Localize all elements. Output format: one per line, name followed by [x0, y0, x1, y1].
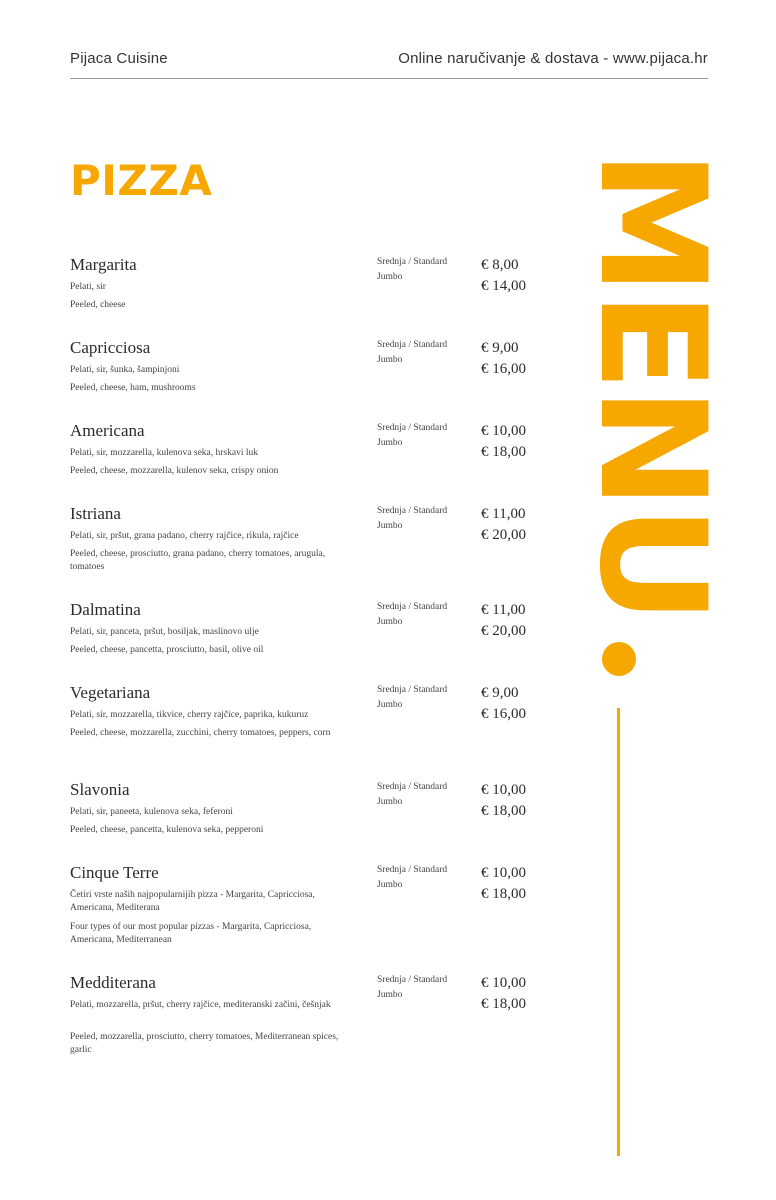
size-standard-label: Srednja / Standard [377, 423, 448, 433]
price-standard: € 9,00 [481, 685, 519, 701]
price-jumbo: € 18,00 [481, 996, 526, 1012]
size-standard-label: Srednja / Standard [377, 685, 448, 695]
item-name: Dalmatina [70, 600, 141, 619]
item-prices [481, 600, 526, 642]
item-name: Vegetariana [70, 683, 151, 702]
size-standard-label: Srednja / Standard [377, 257, 448, 267]
item-prices [481, 504, 526, 546]
item-description-hr: Pelati, sir, mozzarella, kulenova seka, hrskavi luk [70, 448, 258, 458]
item-description-en: Peeled, cheese, mozzarella, zucchini, cherry tomatoes, peppers, corn [70, 728, 331, 738]
item-description-hr: Pelati, sir, mozzarella, tikvice, cherry rajčice, paprika, kukuruz [70, 710, 309, 720]
item-prices [481, 338, 526, 380]
menu-vertical-title [567, 150, 737, 620]
price-jumbo: € 18,00 [481, 886, 526, 902]
item-name: Slavonia [70, 780, 130, 799]
item-description-en: Peeled, cheese, pancetta, kulenova seka, pepperoni [70, 825, 264, 835]
size-jumbo-label: Jumbo [377, 880, 403, 890]
size-jumbo-label: Jumbo [377, 990, 403, 1000]
header-tagline: Online naručivanje & dostava - www.pijaca.hr [398, 50, 708, 67]
item-description-hr: Četiri vrste naših najpopularnijih pizza - Margarita, Capricciosa, Americana, Mediterana [70, 890, 315, 913]
size-jumbo-label: Jumbo [377, 617, 403, 627]
item-sizes [377, 973, 447, 1003]
size-jumbo-label: Jumbo [377, 272, 403, 282]
size-standard-label: Srednja / Standard [377, 340, 448, 350]
item-name: Istriana [70, 504, 121, 523]
size-jumbo-label: Jumbo [377, 700, 403, 710]
item-prices [481, 255, 526, 297]
menu-word: MENU [567, 150, 737, 620]
page-header [70, 50, 708, 79]
price-standard: € 9,00 [481, 340, 519, 356]
section-title: PIZZA [70, 156, 213, 205]
price-jumbo: € 14,00 [481, 278, 526, 294]
item-prices [481, 863, 526, 905]
size-standard-label: Srednja / Standard [377, 865, 448, 875]
item-sizes [377, 338, 447, 368]
item-sizes [377, 683, 447, 713]
size-jumbo-label: Jumbo [377, 521, 403, 531]
item-description-en: Peeled, cheese, ham, mushrooms [70, 383, 196, 393]
size-standard-label: Srednja / Standard [377, 602, 448, 612]
item-description-en: Peeled, cheese, pancetta, prosciutto, basil, olive oil [70, 645, 264, 655]
price-standard: € 10,00 [481, 975, 526, 991]
item-sizes [377, 600, 447, 630]
item-prices [481, 683, 526, 725]
item-description-en: Peeled, cheese, prosciutto, grana padano, cherry tomatoes, arugula, tomatoes [70, 549, 326, 572]
price-standard: € 10,00 [481, 782, 526, 798]
item-sizes [377, 780, 447, 810]
price-jumbo: € 18,00 [481, 444, 526, 460]
item-prices [481, 973, 526, 1015]
price-jumbo: € 20,00 [481, 623, 526, 639]
item-name: Cinque Terre [70, 863, 159, 882]
item-name: Capricciosa [70, 338, 151, 357]
price-standard: € 10,00 [481, 423, 526, 439]
menu-dot [602, 642, 636, 676]
item-description-en: Peeled, cheese [70, 300, 126, 310]
item-sizes [377, 863, 447, 893]
item-sizes [377, 255, 447, 285]
item-description-en: Peeled, cheese, mozzarella, kulenov seka, crispy onion [70, 466, 279, 476]
price-standard: € 11,00 [481, 602, 526, 618]
size-jumbo-label: Jumbo [377, 797, 403, 807]
size-jumbo-label: Jumbo [377, 355, 403, 365]
item-description-hr: Pelati, sir, šunka, šampinjoni [70, 365, 180, 375]
item-name: Americana [70, 421, 145, 440]
price-standard: € 11,00 [481, 506, 526, 522]
item-prices [481, 421, 526, 463]
price-jumbo: € 18,00 [481, 803, 526, 819]
menu-accent-line [617, 708, 620, 1156]
item-description-en: Four types of our most popular pizzas - Margarita, Capricciosa, Americana, Mediterranean [70, 922, 312, 945]
item-name: Margarita [70, 255, 137, 274]
price-standard: € 8,00 [481, 257, 519, 273]
item-description-en: Peeled, mozzarella, prosciutto, cherry tomatoes, Mediterranean spices, garlic [70, 1032, 339, 1055]
item-prices [481, 780, 526, 822]
item-sizes [377, 504, 447, 534]
item-description-hr: Pelati, sir, paneeta, kulenova seka, feferoni [70, 807, 233, 817]
item-name: Medditerana [70, 973, 156, 992]
size-standard-label: Srednja / Standard [377, 782, 448, 792]
item-description-hr: Pelati, sir, panceta, pršut, bosiljak, maslinovo ulje [70, 627, 259, 637]
price-standard: € 10,00 [481, 865, 526, 881]
item-sizes [377, 421, 447, 451]
item-description-hr: Pelati, sir [70, 282, 106, 292]
item-description-hr: Pelati, mozzarella, pršut, cherry rajčice, mediteranski začini, češnjak [70, 1000, 331, 1010]
price-jumbo: € 16,00 [481, 706, 526, 722]
size-jumbo-label: Jumbo [377, 438, 403, 448]
size-standard-label: Srednja / Standard [377, 975, 448, 985]
brand-name: Pijaca Cuisine [70, 50, 168, 67]
size-standard-label: Srednja / Standard [377, 506, 448, 516]
price-jumbo: € 20,00 [481, 527, 526, 543]
item-description-hr: Pelati, sir, pršut, grana padano, cherry rajčice, rikula, rajčice [70, 531, 299, 541]
price-jumbo: € 16,00 [481, 361, 526, 377]
